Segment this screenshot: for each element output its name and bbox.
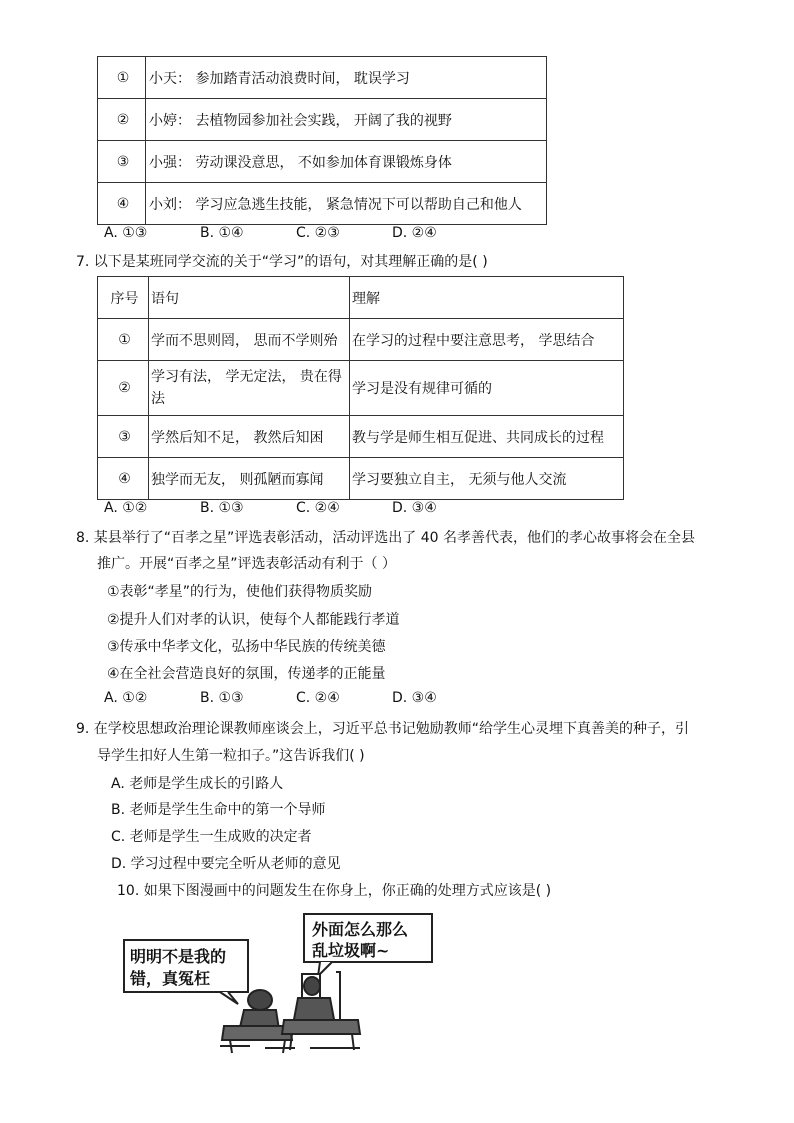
option-a: A. ①② [104,690,148,706]
q7-table [97,276,624,500]
option-b: B. ①③ [200,690,244,706]
q9-stem-line1: 9. 在学校思想政治理论课教师座谈会上，习近平总书记勉励教师“给学生心灵埋下真善美的种子，引 [76,721,690,737]
table-row [98,458,624,500]
option-d: D. ③④ [392,500,437,516]
q9-option-d: D. 学习过程中要完全听从老师的意见 [111,856,341,872]
table-row [98,141,547,183]
row-number: ③ [98,416,149,458]
q9-option-b: B. 老师是学生生命中的第一个导师 [111,802,326,818]
row-number: ② [98,361,149,416]
row-number: ④ [98,183,146,225]
table-row [98,183,547,225]
table-row [98,99,547,141]
option-c: C. ②④ [296,690,340,706]
right-bubble-line1: 外面怎么那么 [312,920,409,939]
q8-item: ①表彰“孝星”的行为，使他们获得物质奖励 [107,584,373,600]
q8-options [104,690,437,706]
q8-item: ②提升人们对孝的认识，使每个人都能践行孝道 [107,612,400,628]
table-row [98,416,624,458]
right-bubble-line2: 乱垃圾啊~ [312,941,390,960]
row-number: ② [98,99,146,141]
row-meaning: 教与学是师生相互促进、共同成长的过程 [350,416,624,458]
table-header-row [98,277,624,319]
option-c: C. ②③ [296,225,340,241]
row-meaning: 学习是没有规律可循的 [350,361,624,416]
row-text: 小天： 参加踏青活动浪费时间， 耽误学习 [146,57,547,99]
cartoon-image [120,908,440,1058]
q8-stem-line1: 8. 某县举行了“百孝之星”评选表彰活动，活动评选出了 40 名孝善代表，他们的孝心故事将会在全县 [76,530,696,546]
option-c: C. ②④ [296,500,340,516]
left-bubble-line2: 错，真冤枉 [130,969,211,988]
header-quote: 语句 [149,277,350,319]
row-number: ④ [98,458,149,500]
q8-item: ④在全社会营造良好的氛围，传递孝的正能量 [107,666,386,682]
option-a: A. ①③ [104,225,148,241]
table-row [98,57,547,99]
row-meaning: 在学习的过程中要注意思考， 学思结合 [350,319,624,361]
q6-options [104,225,437,241]
header-number: 序号 [98,277,149,319]
row-quote: 独学而无友， 则孤陋而寡闻 [149,458,350,500]
q9-option-c: C. 老师是学生一生成败的决定者 [111,829,312,845]
row-quote: 学然后知不足， 教然后知困 [149,416,350,458]
table-row [98,361,624,416]
row-quote: 学习有法， 学无定法， 贵在得法 [149,361,350,416]
row-number: ③ [98,141,146,183]
q7-options [104,500,437,516]
q9-stem-line2: 导学生扣好人生第一粒扣子。”这告诉我们( ) [97,748,365,764]
table-row [98,319,624,361]
header-meaning: 理解 [350,277,624,319]
option-d: D. ③④ [392,690,437,706]
left-bubble-line1: 明明不是我的 [130,947,227,966]
row-text: 小刘： 学习应急逃生技能， 紧急情况下可以帮助自己和他人 [146,183,547,225]
q8-item: ③传承中华孝文化，弘扬中华民族的传统美德 [107,639,386,655]
q7-stem: 7. 以下是某班同学交流的关于“学习”的语句，对其理解正确的是( ) [76,254,488,270]
option-a: A. ①② [104,500,148,516]
row-quote: 学而不思则罔， 思而不学则殆 [149,319,350,361]
q8-stem-line2: 推广。开展“百孝之星”评选表彰活动有利于（ ） [97,556,396,572]
row-text: 小婷： 去植物园参加社会实践， 开阔了我的视野 [146,99,547,141]
option-d: D. ②④ [392,225,437,241]
option-b: B. ①④ [200,225,244,241]
row-text: 小强： 劳动课没意思， 不如参加体育课锻炼身体 [146,141,547,183]
row-meaning: 学习要独立自主， 无须与他人交流 [350,458,624,500]
q6-table [97,56,547,225]
option-b: B. ①③ [200,500,244,516]
row-number: ① [98,57,146,99]
q10-stem: 10. 如果下图漫画中的问题发生在你身上，你正确的处理方式应该是( ) [117,883,552,899]
q9-option-a: A. 老师是学生成长的引路人 [111,776,284,792]
row-number: ① [98,319,149,361]
